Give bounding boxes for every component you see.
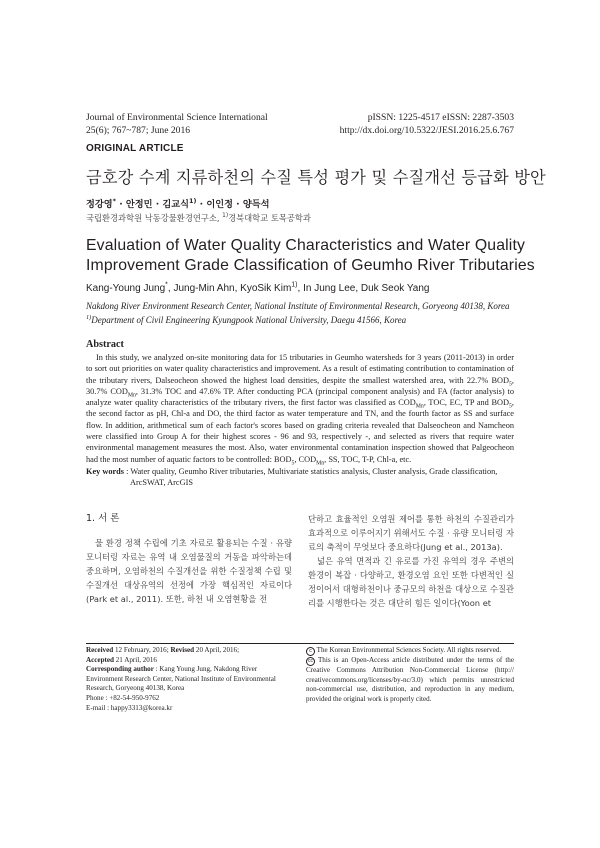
english-affiliation-2 bbox=[86, 314, 510, 328]
affiliation-mark: 1) bbox=[222, 213, 229, 220]
copyright-icon: c bbox=[306, 647, 315, 656]
korean-authors bbox=[86, 196, 270, 210]
keywords bbox=[86, 466, 514, 489]
body-column-left bbox=[86, 512, 292, 606]
corresponding-author: Corresponding author : Kang Young Jung, Nakdong River Environment Research Center, National Institute of Environmental Research, Goryeong 40138, Korea bbox=[86, 665, 276, 693]
english-title-line-1: Evaluation of Water Quality Characteristics and Water Quality bbox=[86, 237, 526, 254]
english-affiliation-1: Nakdong River Environment Research Center, National Institute of Environmental Research, Goryeong 40138, Korea bbox=[86, 301, 510, 311]
abstract-paragraph: In this study, we analyzed on-site monitoring data for 15 tributaries in Geumho watersheds for 3 years (2011-2013) in order to sort out priorities on water quality characteristics and improvement. As a result of estimating contribution to contamination of the tributary rivers, Dalseocheon showed the highest load densities, despite the smallest watershed area, with 22.7% $BOD_5$, 30.7% $COD_{Mn}$, 31.3% TOC and 47.6% TP. After conducting PCA (principal component analysis) and FA (factor analysis) to analyze water quality characteristics of the tributary rivers, the first factor was classified as $COD_{Mn}$, TOC, EC, TP and $BOD_5$, the second factor as pH, Chl-a and DO, the third factor as water temperature and TN, and the fourth factor as SS and surface flow. In addition, arithmetical sum of each factor's scores based on grading criteria revealed that Dalseocheon and Namcheon were classified into Group A for their highest scores - 96 and 93, respectively -, and selected as rivers that require water environmental management measures the most. Also, water environmental contamination inspection showed that Palgeocheon had the most number of aquatic factors to be controlled: $BOD_5$, $COD_{Mn}$, SS, TOC, T-P, Chl-a, etc. bbox=[86, 353, 514, 467]
body-column-right bbox=[308, 512, 514, 610]
dates-line-2: Accepted 21 April, 2016 bbox=[86, 655, 157, 664]
korean-affiliations bbox=[86, 212, 311, 224]
phone: Phone : +82-54-950-9762 bbox=[86, 693, 160, 702]
affiliation-mark: 1) bbox=[291, 281, 298, 289]
corresponding-mark: * bbox=[112, 196, 117, 205]
abstract-heading: Abstract bbox=[86, 339, 124, 350]
english-affiliation-2-text: Department of Civil Engineering Kyungpook National University, Daegu 41566, Korea bbox=[91, 314, 407, 325]
copyright-line: c The Korean Environmental Sciences Society. All rights reserved. bbox=[306, 646, 514, 656]
intro-paragraph-2: 넓은 유역 면적과 긴 유로를 가진 유역의 경우 주변의 환경이 복잡 · 다양하고, 환경오염 요인 또한 다변적인 실정이어서 대형하천이나 중규모의 하천을 대상으로 수질관리를 시행한다는 것은 대단히 힘든 일이다(Yoon et bbox=[308, 556, 514, 608]
dates-line-1: Received 12 February, 2016; Revised 20 April, 2016; bbox=[86, 646, 240, 654]
english-author-1: Kang-Young Jung bbox=[86, 283, 166, 294]
abstract-body bbox=[86, 352, 514, 465]
keywords-label: Key words bbox=[86, 467, 125, 476]
article-type: ORIGINAL ARTICLE bbox=[86, 143, 184, 154]
intro-paragraph-1: 물 환경 정책 수립에 기초 자료로 활용되는 수질 · 유량 모니터링 자료는 유역 내 오염물질의 거동을 파악하는데 중요하며, 오염하천의 수질개선을 위한 수질정책 수립 및 수질개선 대상유역의 선정에 가장 핵심적인 자료이다(Park et al., 2011). 또한, 하천 내 오염현황을 전 bbox=[86, 538, 292, 604]
english-authors bbox=[86, 283, 429, 294]
doi-link[interactable]: http://dx.doi.org/10.5322/JESI.2016.25.6.767 bbox=[339, 125, 514, 136]
korean-title: 금호강 수계 지류하천의 수질 특성 평가 및 수질개선 등급화 방안 bbox=[86, 168, 546, 187]
english-title-line-2: Improvement Grade Classification of Geumho River Tributaries bbox=[86, 257, 535, 274]
journal-name: Journal of Environmental Science International bbox=[86, 112, 268, 123]
footnote-divider bbox=[86, 643, 514, 644]
license-text: cc This is an Open-Access article distributed under the terms of the Creative Commons Attribution Non-Commercial License (http:// creativecommons.org/licenses/by-nc/3.0) which permits unrestricted non-commercial use, distribution, and reproduction in any medium, provided the original work is properly cited. bbox=[306, 656, 514, 703]
keywords-line-2: ArcSWAT, ArcGIS bbox=[130, 478, 193, 488]
english-affiliations bbox=[86, 300, 510, 327]
affiliation-mark: 1) bbox=[189, 196, 197, 205]
issn: pISSN: 1225-4517 eISSN: 2287-3503 bbox=[367, 112, 514, 123]
creative-commons-icon: cc bbox=[308, 658, 313, 664]
volume-info: 25(6); 767~787; June 2016 bbox=[86, 125, 191, 136]
email[interactable]: E-mail : happy3313@korea.kr bbox=[86, 703, 173, 712]
affiliation-mark: 1) bbox=[86, 313, 92, 321]
korean-affiliation-main: 국립환경과학원 낙동강물환경연구소, bbox=[86, 213, 223, 223]
korean-authors-mid: · 안정민 · 김교식 bbox=[116, 199, 190, 210]
korean-author-1: 정강영 bbox=[86, 199, 113, 210]
english-title bbox=[86, 236, 535, 276]
intro-paragraph-1-continued: 단하고 효율적인 오염원 제어를 통한 하천의 수질관리가 효과적으로 이루어지기 위해서도 수질 · 유량 모니터링 자료의 축적이 무엇보다 중요하다(Jung et al., 2013a). bbox=[308, 514, 514, 552]
english-authors-tail: , In Jung Lee, Duk Seok Yang bbox=[297, 283, 430, 294]
article-history-footnote bbox=[86, 646, 292, 713]
journal-header-left bbox=[86, 111, 268, 137]
keywords-line-1: : Water quality, Geumho River tributaries, Multivariate statistics analysis, Cluster analysis, Grade classification, bbox=[124, 467, 498, 476]
journal-header-right bbox=[340, 111, 514, 137]
english-authors-mid: , Jung-Min Ahn, KyoSik Kim bbox=[167, 283, 292, 294]
korean-authors-tail: · 이인정 · 양득석 bbox=[196, 199, 270, 210]
corresponding-mark: * bbox=[165, 281, 168, 289]
copyright-footnote bbox=[306, 646, 514, 704]
korean-affiliation-second: 경북대학교 토목공학과 bbox=[228, 213, 311, 223]
section-heading-introduction: 1. 서 론 bbox=[86, 513, 120, 524]
